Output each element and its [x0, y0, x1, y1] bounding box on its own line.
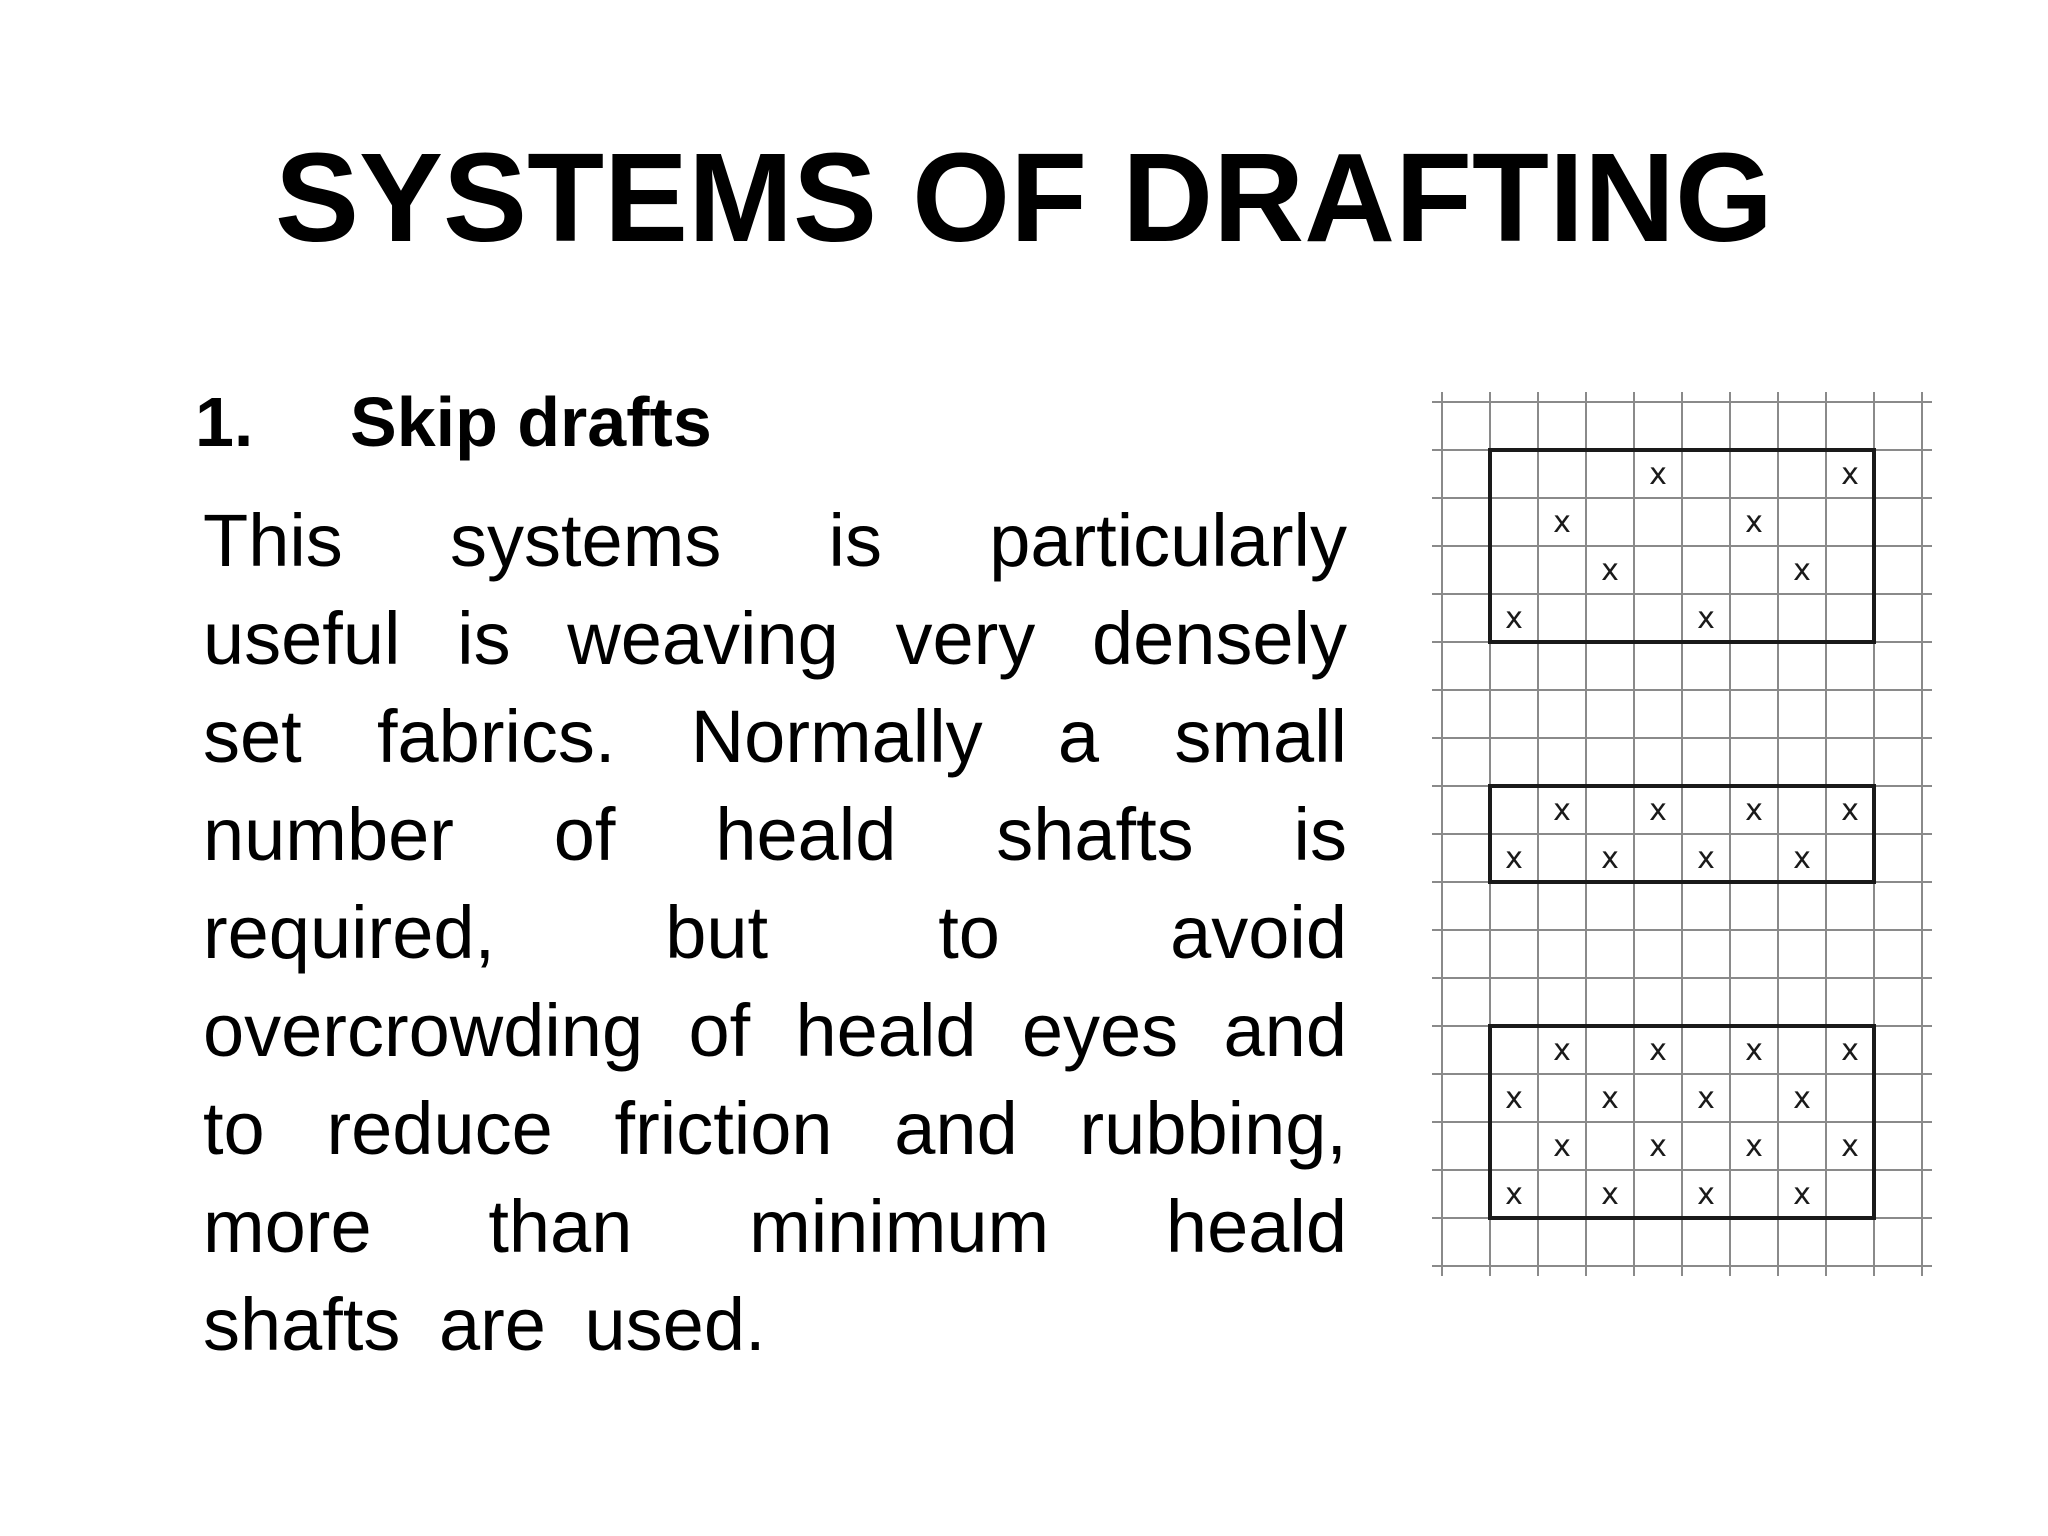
paragraph-word: This	[203, 499, 343, 582]
paragraph-word: heald	[795, 989, 977, 1072]
paragraph-word: but	[665, 891, 769, 974]
draft-mark: x	[1601, 1177, 1619, 1212]
paragraph-word: Normally	[690, 695, 983, 778]
paragraph-word: useful	[203, 597, 401, 680]
paragraph-line	[203, 688, 1347, 786]
paragraph-word: weaving	[567, 597, 839, 680]
paragraph-word: eyes	[1021, 989, 1179, 1072]
draft-mark: x	[1793, 841, 1811, 876]
draft-mark: x	[1697, 1081, 1715, 1116]
draft-mark: x	[1601, 1081, 1619, 1116]
draft-mark: x	[1505, 1081, 1523, 1116]
paragraph-word: very	[895, 597, 1036, 680]
paragraph-word: used.	[584, 1283, 766, 1366]
paragraph-word: number	[203, 793, 454, 876]
paragraph-word: are	[439, 1283, 546, 1366]
paragraph-word: densely	[1091, 597, 1347, 680]
draft-mark: x	[1745, 793, 1763, 828]
paragraph-word: is	[1293, 793, 1347, 876]
paragraph-word: of	[553, 793, 616, 876]
paragraph-line	[203, 982, 1347, 1080]
draft-mark: x	[1841, 1033, 1859, 1068]
paragraph-word: and	[894, 1087, 1018, 1170]
paragraph-word: heald	[715, 793, 897, 876]
draft-mark: x	[1697, 1177, 1715, 1212]
paragraph-word: avoid	[1170, 891, 1347, 974]
draft-mark: x	[1649, 1129, 1667, 1164]
paragraph-word: required,	[203, 891, 496, 974]
section-heading	[195, 380, 712, 464]
draft-mark: x	[1553, 1033, 1571, 1068]
paragraph-word: shafts	[996, 793, 1194, 876]
draft-mark: x	[1841, 1129, 1859, 1164]
draft-mark: x	[1697, 841, 1715, 876]
paragraph-word: of	[688, 989, 751, 1072]
draft-mark: x	[1553, 1129, 1571, 1164]
paragraph-word: small	[1174, 695, 1347, 778]
draft-grid-diagram	[1432, 392, 1952, 1302]
draft-mark: x	[1505, 1177, 1523, 1212]
draft-mark: x	[1505, 841, 1523, 876]
section-heading-text: Skip drafts	[350, 383, 712, 461]
paragraph-word: rubbing,	[1079, 1087, 1347, 1170]
draft-mark: x	[1745, 505, 1763, 540]
paragraph-word: systems	[450, 499, 722, 582]
paragraph-word: is	[457, 597, 511, 680]
draft-mark: x	[1649, 457, 1667, 492]
paragraph-word: more	[203, 1185, 372, 1268]
paragraph-line	[203, 786, 1347, 884]
paragraph-word: set	[203, 695, 302, 778]
draft-mark: x	[1793, 1177, 1811, 1212]
draft-mark: x	[1793, 1081, 1811, 1116]
paragraph-word: particularly	[989, 499, 1347, 582]
draft-mark: x	[1745, 1033, 1763, 1068]
paragraph-word: fabrics.	[376, 695, 616, 778]
draft-mark: x	[1745, 1129, 1763, 1164]
paragraph-word: overcrowding	[203, 989, 644, 1072]
paragraph-word: a	[1057, 695, 1100, 778]
draft-mark: x	[1697, 601, 1715, 636]
paragraph-word: to	[203, 1087, 265, 1170]
draft-mark: x	[1793, 553, 1811, 588]
paragraph-word: reduce	[326, 1087, 553, 1170]
draft-mark: x	[1553, 505, 1571, 540]
paragraph-word: than	[488, 1185, 633, 1268]
paragraph-line	[203, 590, 1347, 688]
draft-mark: x	[1601, 553, 1619, 588]
paragraph-line	[203, 1178, 1347, 1276]
paragraph-word: shafts	[203, 1283, 401, 1366]
draft-mark: x	[1505, 601, 1523, 636]
paragraph-word: minimum	[749, 1185, 1050, 1268]
draft-mark: x	[1601, 841, 1619, 876]
paragraph-line	[203, 1276, 1347, 1374]
skip-draft-figure	[1432, 392, 1952, 1302]
slide-title: SYSTEMS OF DRAFTING	[274, 127, 1774, 268]
paragraph-word: friction	[614, 1087, 833, 1170]
paragraph-line	[203, 884, 1347, 982]
draft-mark: x	[1841, 457, 1859, 492]
draft-mark: x	[1649, 793, 1667, 828]
paragraph-word: to	[938, 891, 1000, 974]
draft-mark: x	[1649, 1033, 1667, 1068]
paragraph-line	[203, 492, 1347, 590]
paragraph-word: and	[1223, 989, 1347, 1072]
body-paragraph	[203, 492, 1347, 1374]
section-number: 1.	[195, 383, 254, 461]
paragraph-word: is	[828, 499, 882, 582]
draft-mark: x	[1553, 793, 1571, 828]
draft-mark: x	[1841, 793, 1859, 828]
paragraph-word: heald	[1165, 1185, 1347, 1268]
paragraph-line	[203, 1080, 1347, 1178]
